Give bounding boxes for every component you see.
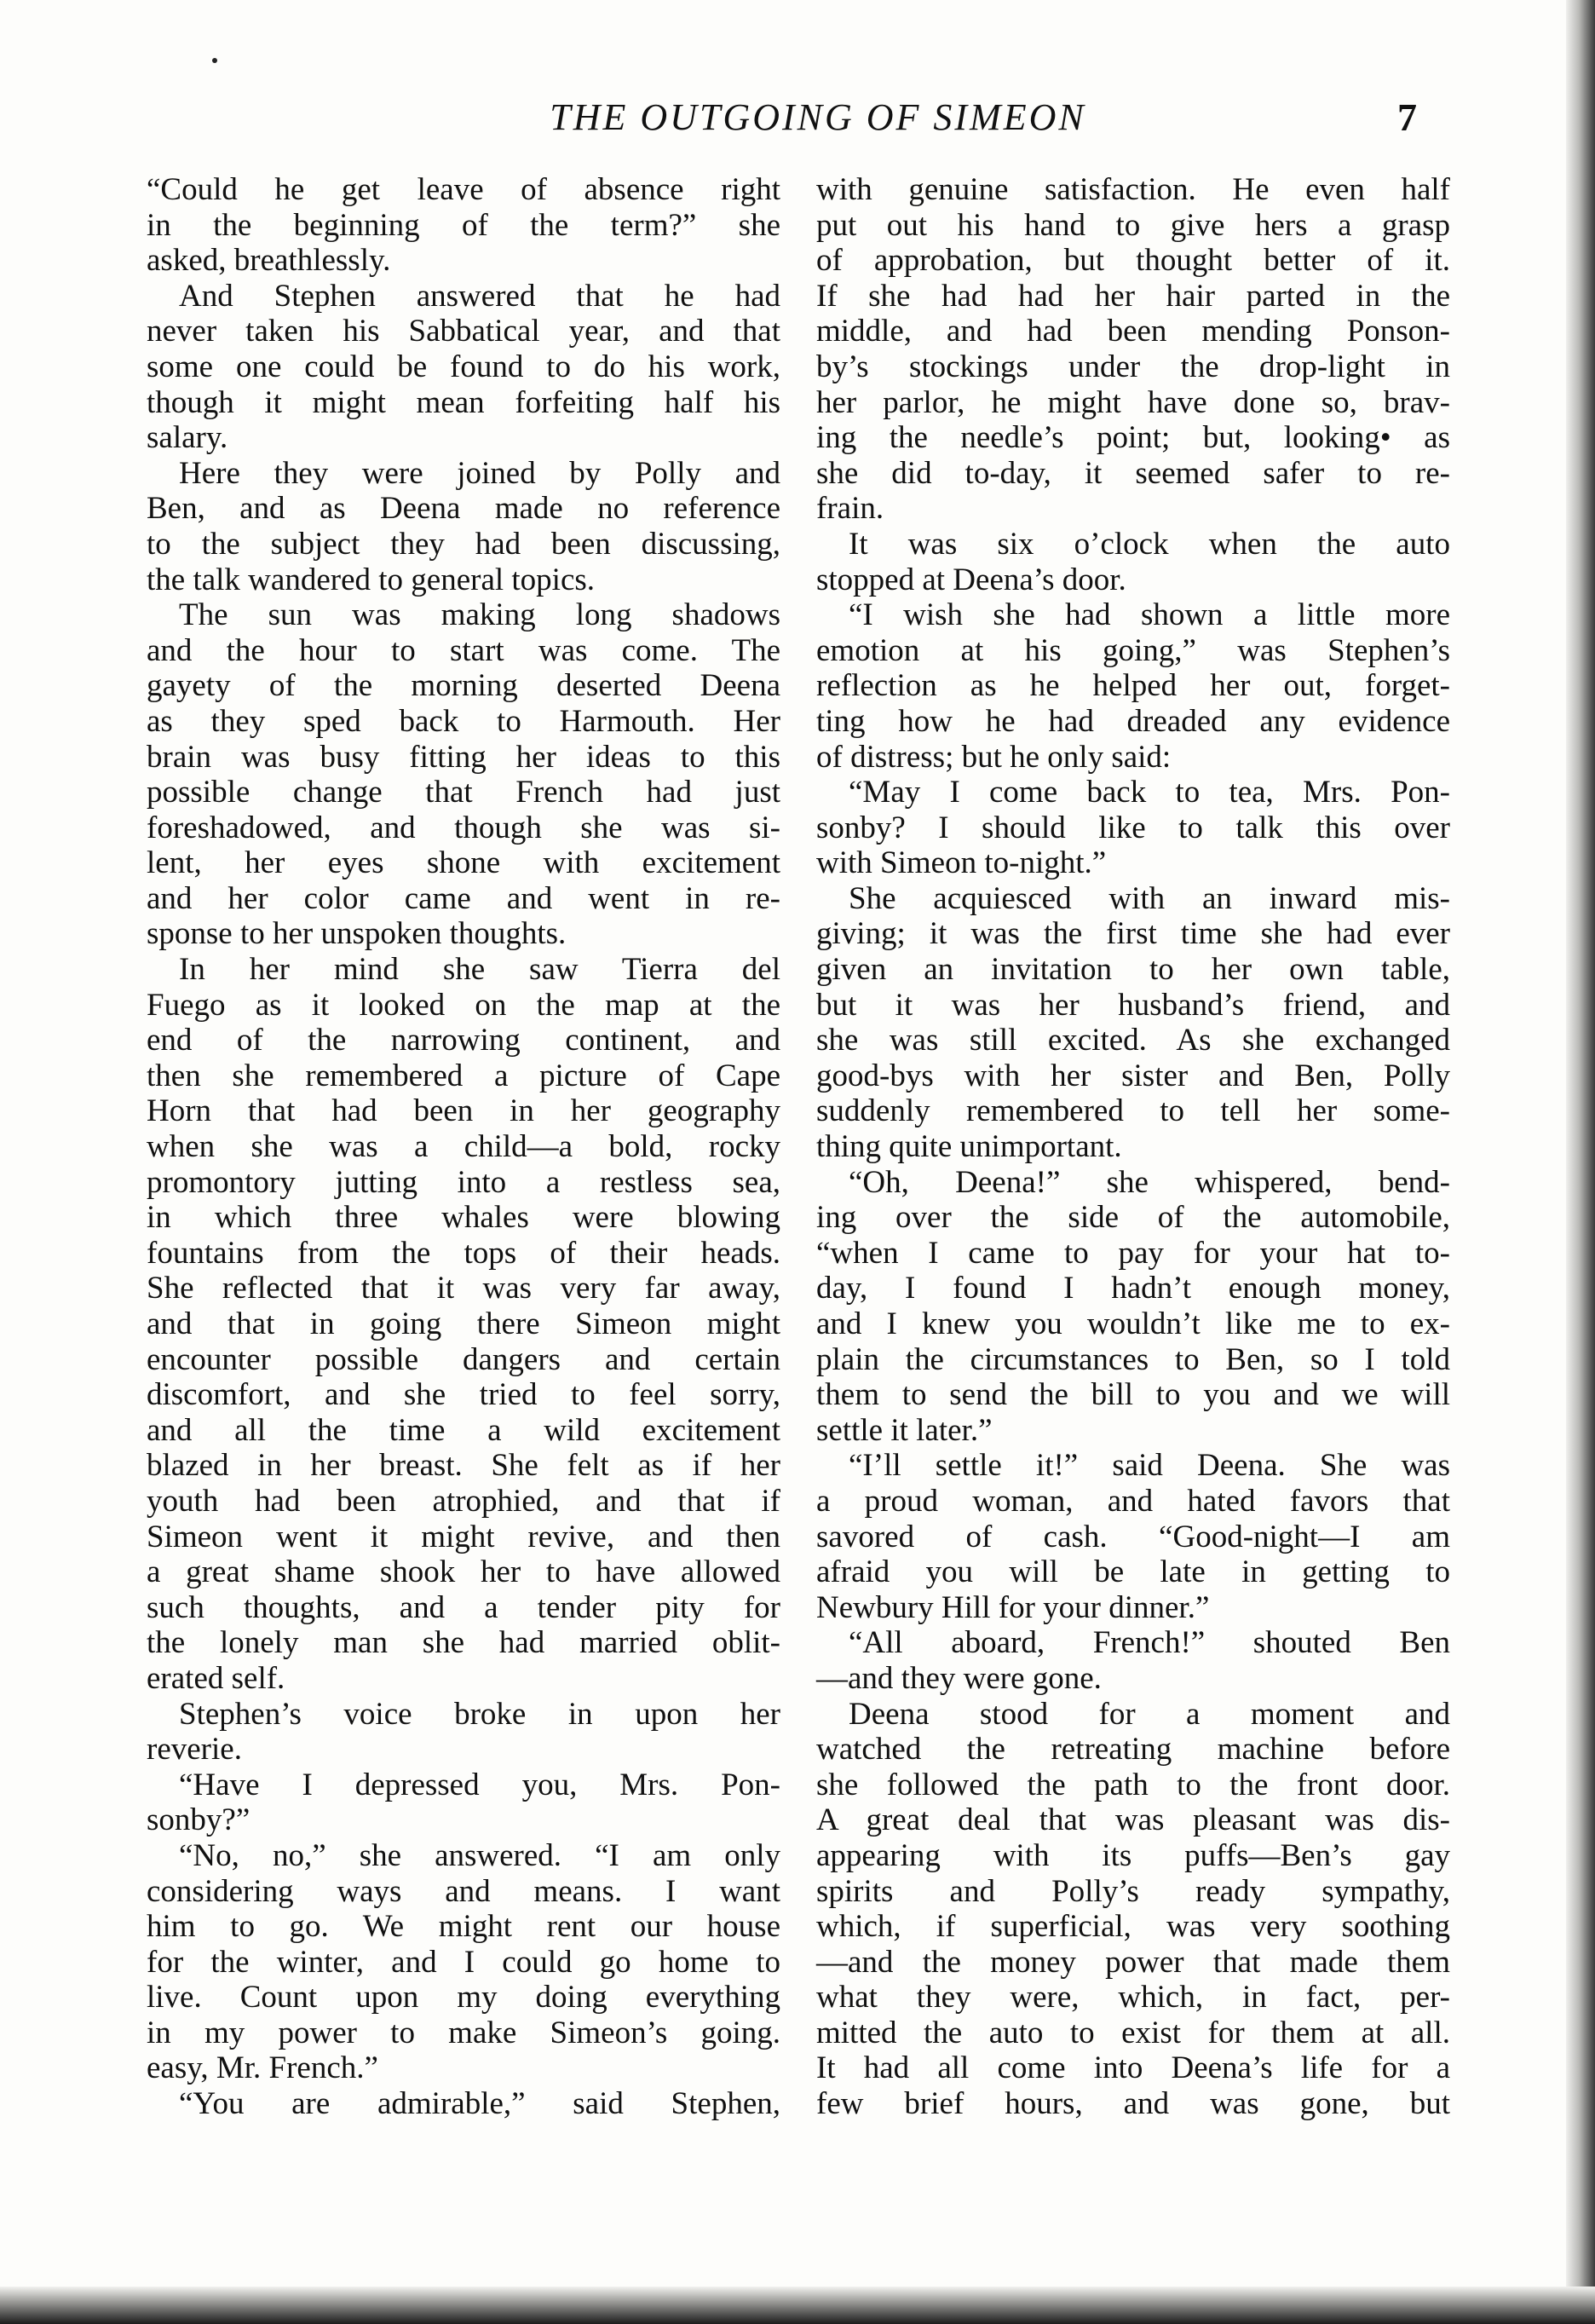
text-line: when she was a child—a bold, rocky	[147, 1129, 780, 1165]
text-line: good-bys with her sister and Ben, Polly	[816, 1058, 1450, 1093]
text-line: She reflected that it was very far away,	[147, 1271, 780, 1306]
text-line: “Have I depressed you, Mrs. Pon-	[179, 1767, 780, 1802]
text-line: live. Count upon my doing everything	[147, 1980, 780, 2015]
text-line: with genuine satisfaction. He even half	[816, 172, 1450, 207]
text-line: “No, no,” she answered. “I am only	[179, 1837, 780, 1873]
text-line: possible change that French had just	[147, 775, 780, 810]
text-line: of distress; but he only said:	[816, 739, 1172, 775]
text-line: him to go. We might rent our house	[147, 1909, 780, 1945]
text-line: —and the money power that made them	[816, 1944, 1450, 1980]
page-edge-shadow-bottom	[0, 2287, 1595, 2324]
text-line: by’s stockings under the drop-light in	[816, 349, 1450, 384]
text-column-left	[147, 172, 780, 2122]
text-line: “You are admirable,” said Stephen,	[179, 2086, 780, 2122]
text-line: And Stephen answered that he had	[179, 278, 780, 314]
text-line: in which three whales were blowing	[147, 1200, 780, 1236]
text-line: reflection as he helped her out, forget-	[816, 668, 1450, 704]
text-line: Stephen’s voice broke in upon her	[179, 1696, 780, 1732]
text-line: promontory jutting into a restless sea,	[147, 1164, 780, 1200]
text-line: end of the narrowing continent, and	[147, 1023, 780, 1058]
text-line: If she had had her hair parted in the	[816, 278, 1450, 314]
text-line: frain.	[816, 491, 884, 527]
text-line: brain was busy fitting her ideas to this	[147, 739, 780, 775]
text-line: Newbury Hill for your dinner.”	[816, 1589, 1210, 1625]
ink-speck	[212, 58, 217, 63]
text-line: what they were, which, in fact, per-	[816, 1980, 1450, 2015]
text-line: settle it later.”	[816, 1412, 993, 1448]
text-column-right	[816, 172, 1450, 2122]
text-line: Ben, and as Deena made no reference	[147, 491, 780, 527]
text-line: she did to-day, it seemed safer to re-	[816, 455, 1450, 491]
text-line: and her color came and went in re-	[147, 880, 780, 916]
running-title: THE OUTGOING OF SIMEON	[550, 96, 1086, 138]
text-line: in the beginning of the term?” she	[147, 207, 780, 243]
text-line: sonby? I should like to talk this over	[816, 810, 1450, 845]
text-line: The sun was making long shadows	[179, 597, 780, 633]
text-line: “May I come back to tea, Mrs. Pon-	[849, 775, 1450, 810]
text-line: easy, Mr. French.”	[147, 2050, 378, 2086]
text-line: Simeon went it might revive, and then	[147, 1519, 780, 1554]
text-line: sponse to her unspoken thoughts.	[147, 916, 567, 952]
text-line: put out his hand to give hers a grasp	[816, 207, 1450, 243]
text-line: afraid you will be late in getting to	[816, 1554, 1450, 1590]
text-line: plain the circumstances to Ben, so I told	[816, 1341, 1450, 1377]
text-line: savored of cash. “Good-night—I am	[816, 1519, 1450, 1554]
text-line: salary.	[147, 420, 228, 456]
text-line: never taken his Sabbatical year, and that	[147, 314, 780, 349]
text-line: given an invitation to her own table,	[816, 952, 1450, 988]
text-line: “I’ll settle it!” said Deena. She was	[849, 1448, 1450, 1484]
text-line: It had all come into Deena’s life for a	[816, 2050, 1450, 2086]
text-line: then she remembered a picture of Cape	[147, 1058, 780, 1093]
text-line: considering ways and means. I want	[147, 1873, 780, 1909]
text-line: reverie.	[147, 1732, 242, 1768]
text-line: her parlor, he might have done so, brav-	[816, 384, 1450, 420]
text-line: she followed the path to the front door.	[816, 1767, 1450, 1802]
text-line: which, if superficial, was very soothing	[816, 1909, 1450, 1945]
text-line: Fuego as it looked on the map at the	[147, 987, 780, 1023]
text-line: A great deal that was pleasant was dis-	[816, 1802, 1450, 1838]
text-line: asked, breathlessly.	[147, 243, 391, 279]
text-line: in my power to make Simeon’s going.	[147, 2015, 780, 2050]
text-line: spirits and Polly’s ready sympathy,	[816, 1873, 1450, 1909]
text-line: she was still excited. As she exchanged	[816, 1023, 1450, 1058]
text-line: mitted the auto to exist for them at all.	[816, 2015, 1450, 2050]
text-line: stopped at Deena’s door.	[816, 562, 1126, 597]
text-line: sonby?”	[147, 1802, 250, 1838]
text-line: “All aboard, French!” shouted Ben	[849, 1625, 1450, 1661]
text-line: Here they were joined by Polly and	[179, 455, 780, 491]
text-line: youth had been atrophied, and that if	[147, 1483, 780, 1519]
text-line: the talk wandered to general topics.	[147, 562, 596, 597]
text-line: some one could be found to do his work,	[147, 349, 780, 384]
text-line: and the hour to start was come. The	[147, 632, 780, 668]
text-line: ing the needle’s point; but, looking• as	[816, 420, 1450, 456]
text-line: blazed in her breast. She felt as if her	[147, 1448, 780, 1484]
text-line: emotion at his going,” was Stephen’s	[816, 632, 1450, 668]
text-line: “when I came to pay for your hat to-	[816, 1235, 1450, 1271]
text-line: the lonely man she had married oblit-	[147, 1625, 780, 1661]
text-line: appearing with its puffs—Ben’s gay	[816, 1837, 1450, 1873]
text-line: Deena stood for a moment and	[849, 1696, 1450, 1732]
text-line: to the subject they had been discussing,	[147, 526, 780, 562]
text-line: encounter possible dangers and certain	[147, 1341, 780, 1377]
text-line: “Could he get leave of absence right	[147, 172, 780, 207]
text-line: ing over the side of the automobile,	[816, 1200, 1450, 1236]
text-line: erated self.	[147, 1660, 285, 1696]
text-line: “Oh, Deena!” she whispered, bend-	[849, 1164, 1450, 1200]
text-line: of approbation, but thought better of it.	[816, 243, 1450, 279]
text-line: for the winter, and I could go home to	[147, 1944, 780, 1980]
text-line: She acquiesced with an inward mis-	[849, 880, 1450, 916]
text-line: though it might mean forfeiting half his	[147, 384, 780, 420]
text-line: as they sped back to Harmouth. Her	[147, 703, 780, 739]
text-line: day, I found I hadn’t enough money,	[816, 1271, 1450, 1306]
text-line: giving; it was the first time she had ever	[816, 916, 1450, 952]
text-line: —and they were gone.	[816, 1660, 1102, 1696]
text-line: Horn that had been in her geography	[147, 1093, 780, 1129]
text-line: fountains from the tops of their heads.	[147, 1235, 780, 1271]
text-line: discomfort, and she tried to feel sorry,	[147, 1377, 780, 1413]
text-line: a great shame shook her to have allowed	[147, 1554, 780, 1590]
text-line: watched the retreating machine before	[816, 1732, 1450, 1768]
text-line: gayety of the morning deserted Deena	[147, 668, 780, 704]
text-line: them to send the bill to you and we will	[816, 1377, 1450, 1413]
text-line: with Simeon to-night.”	[816, 845, 1107, 881]
text-line: suddenly remembered to tell her some-	[816, 1093, 1450, 1129]
page-edge-shadow-right	[1566, 0, 1595, 2324]
text-line: and all the time a wild excitement	[147, 1412, 780, 1448]
text-line: few brief hours, and was gone, but	[816, 2086, 1450, 2122]
text-line: lent, her eyes shone with excitement	[147, 845, 780, 881]
text-line: foreshadowed, and though she was si-	[147, 810, 780, 845]
text-line: and that in going there Simeon might	[147, 1306, 780, 1341]
text-line: such thoughts, and a tender pity for	[147, 1589, 780, 1625]
page-number: 7	[1397, 95, 1417, 139]
text-line: and I knew you wouldn’t like me to ex-	[816, 1306, 1450, 1341]
text-line: a proud woman, and hated favors that	[816, 1483, 1450, 1519]
text-line: ting how he had dreaded any evidence	[816, 703, 1450, 739]
text-line: In her mind she saw Tierra del	[179, 952, 780, 988]
text-line: “I wish she had shown a little more	[849, 597, 1450, 633]
text-line: middle, and had been mending Ponson-	[816, 314, 1450, 349]
text-line: It was six o’clock when the auto	[849, 526, 1450, 562]
text-line: thing quite unimportant.	[816, 1129, 1122, 1165]
text-line: but it was her husband’s friend, and	[816, 987, 1450, 1023]
